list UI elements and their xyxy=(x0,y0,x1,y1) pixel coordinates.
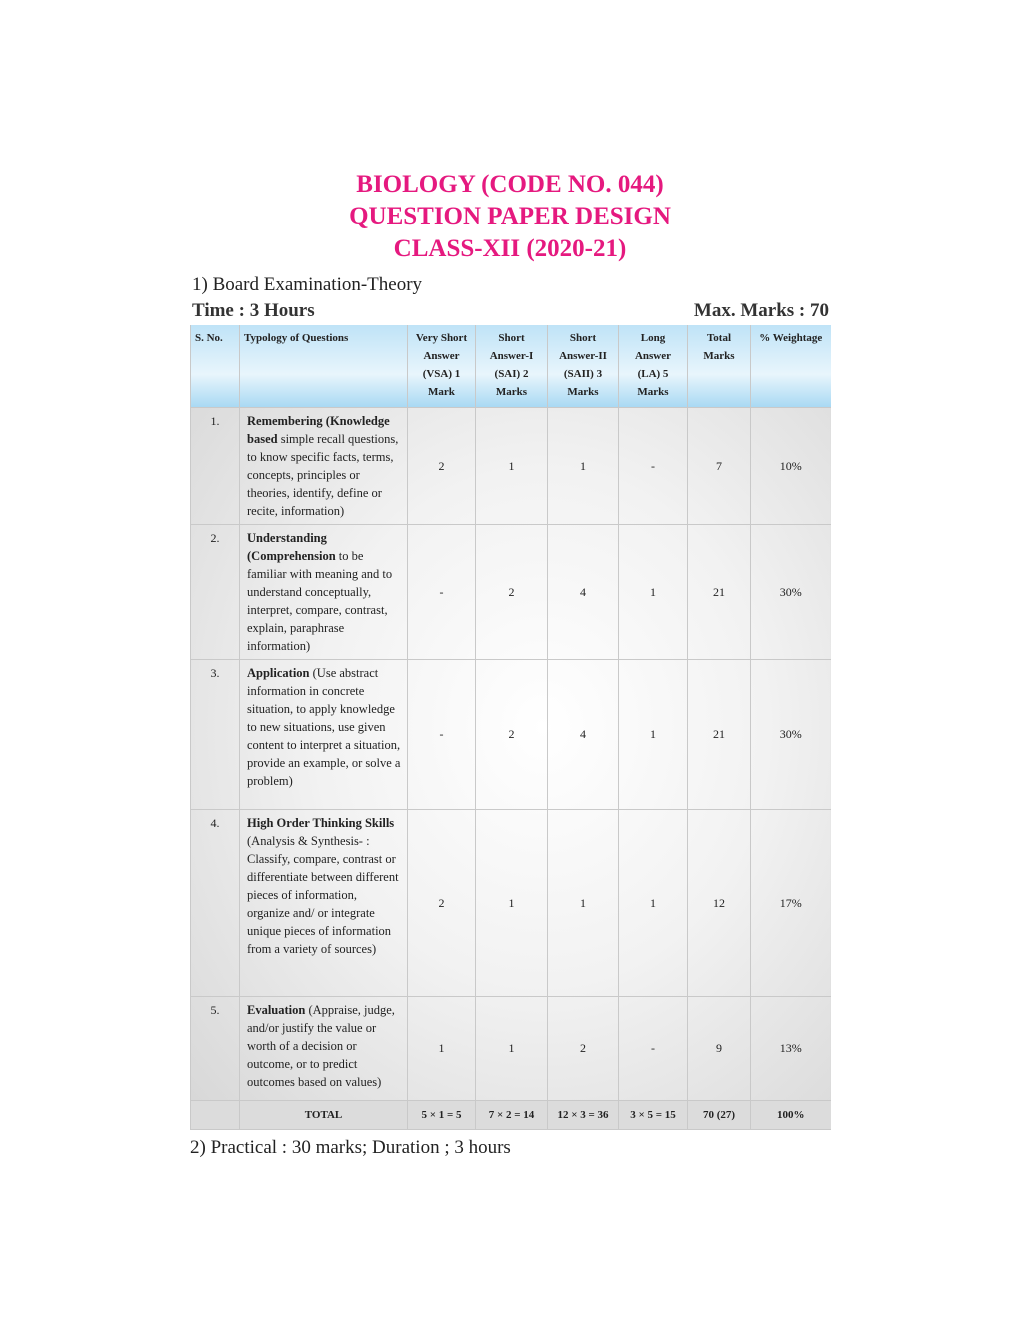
table-row xyxy=(191,997,831,1101)
cell-pct: 30% xyxy=(751,660,831,810)
cell-vsa: 2 xyxy=(408,408,476,525)
column-header: Very Short Answer (VSA) 1 Mark xyxy=(408,325,476,408)
cell-sa1: 1 xyxy=(476,408,548,525)
question-typology: Evaluation (Appraise, judge, and/or justify the value or worth of a decision or outcome, or to predict outcomes based on values) xyxy=(240,997,408,1101)
table-row xyxy=(191,408,831,525)
cell-pct: 13% xyxy=(751,997,831,1101)
table-row xyxy=(191,810,831,997)
cell-sa1: 1 xyxy=(476,810,548,997)
cell-vsa: - xyxy=(408,525,476,660)
question-typology: Understanding (Comprehension to be familiar with meaning and to understand conceptually, interpret, compare, contrast, explain, paraphrase information) xyxy=(240,525,408,660)
table-section xyxy=(190,325,830,1159)
cell-sa2: 2 xyxy=(548,997,619,1101)
cell-vsa: 1 xyxy=(408,997,476,1101)
cell-total: 7 xyxy=(688,408,751,525)
total-vsa: 5 × 1 = 5 xyxy=(408,1101,476,1130)
serial-number: 3. xyxy=(191,660,240,810)
cell-la: - xyxy=(619,408,688,525)
total-pct: 100% xyxy=(751,1101,831,1130)
cell-la: 1 xyxy=(619,810,688,997)
column-header: S. No. xyxy=(191,325,240,408)
cell-sa2: 1 xyxy=(548,408,619,525)
cell-la: 1 xyxy=(619,525,688,660)
table-row xyxy=(191,660,831,810)
cell-pct: 30% xyxy=(751,525,831,660)
question-paper-table xyxy=(190,325,831,1130)
total-sa1: 7 × 2 = 14 xyxy=(476,1101,548,1130)
cell-total: 12 xyxy=(688,810,751,997)
cell-sa1: 1 xyxy=(476,997,548,1101)
cell-vsa: - xyxy=(408,660,476,810)
total-row xyxy=(191,1101,831,1130)
cell-total: 9 xyxy=(688,997,751,1101)
document-title: BIOLOGY (CODE NO. 044) QUESTION PAPER DESIGN CLASS-XII (2020-21) xyxy=(349,171,671,262)
header-row xyxy=(191,325,831,408)
cell-pct: 17% xyxy=(751,810,831,997)
column-header: Short Answer-II (SAII) 3 Marks xyxy=(548,325,619,408)
section-heading: 1) Board Examination-Theory xyxy=(192,274,423,295)
cell-total: 21 xyxy=(688,660,751,810)
serial-number: 4. xyxy=(191,810,240,997)
question-typology: High Order Thinking Skills (Analysis & Synthesis- : Classify, compare, contrast or differentiate between different pieces of information, organize and/ or integrate unique pieces of information from a variety of sources) xyxy=(240,810,408,997)
total-label: TOTAL xyxy=(240,1101,408,1130)
cell-pct: 10% xyxy=(751,408,831,525)
column-header: Short Answer-I (SAI) 2 Marks xyxy=(476,325,548,408)
total-total: 70 (27) xyxy=(688,1101,751,1130)
question-typology: Remembering (Knowledge based simple recall questions, to know specific facts, terms, concepts, principles or theories, identify, define or recite, information) xyxy=(240,408,408,525)
serial-number: 2. xyxy=(191,525,240,660)
table-row xyxy=(191,525,831,660)
serial-number: 1. xyxy=(191,408,240,525)
serial-number: 5. xyxy=(191,997,240,1101)
cell-total: 21 xyxy=(688,525,751,660)
cell-sa1: 2 xyxy=(476,660,548,810)
column-header: % Weightage xyxy=(751,325,831,408)
cell-la: - xyxy=(619,997,688,1101)
cell-vsa: 2 xyxy=(408,810,476,997)
practical-note: 2) Practical : 30 marks; Duration ; 3 hours xyxy=(190,1137,511,1158)
column-header: Long Answer (LA) 5 Marks xyxy=(619,325,688,408)
cell-sa2: 4 xyxy=(548,660,619,810)
column-header: Typology of Questions xyxy=(240,325,408,408)
cell-sa2: 1 xyxy=(548,810,619,997)
cell-sa1: 2 xyxy=(476,525,548,660)
question-typology: Application (Use abstract information in concrete situation, to apply knowledge to new situations, use given content to interpret a situation, provide an example, or solve a problem) xyxy=(240,660,408,810)
cell-sa2: 4 xyxy=(548,525,619,660)
max-marks-label: Max. Marks : 70 xyxy=(693,300,829,321)
column-header: Total Marks xyxy=(688,325,751,408)
time-label: Time : 3 Hours xyxy=(192,300,315,321)
total-la: 3 × 5 = 15 xyxy=(619,1101,688,1130)
cell-la: 1 xyxy=(619,660,688,810)
total-sa2: 12 × 3 = 36 xyxy=(548,1101,619,1130)
